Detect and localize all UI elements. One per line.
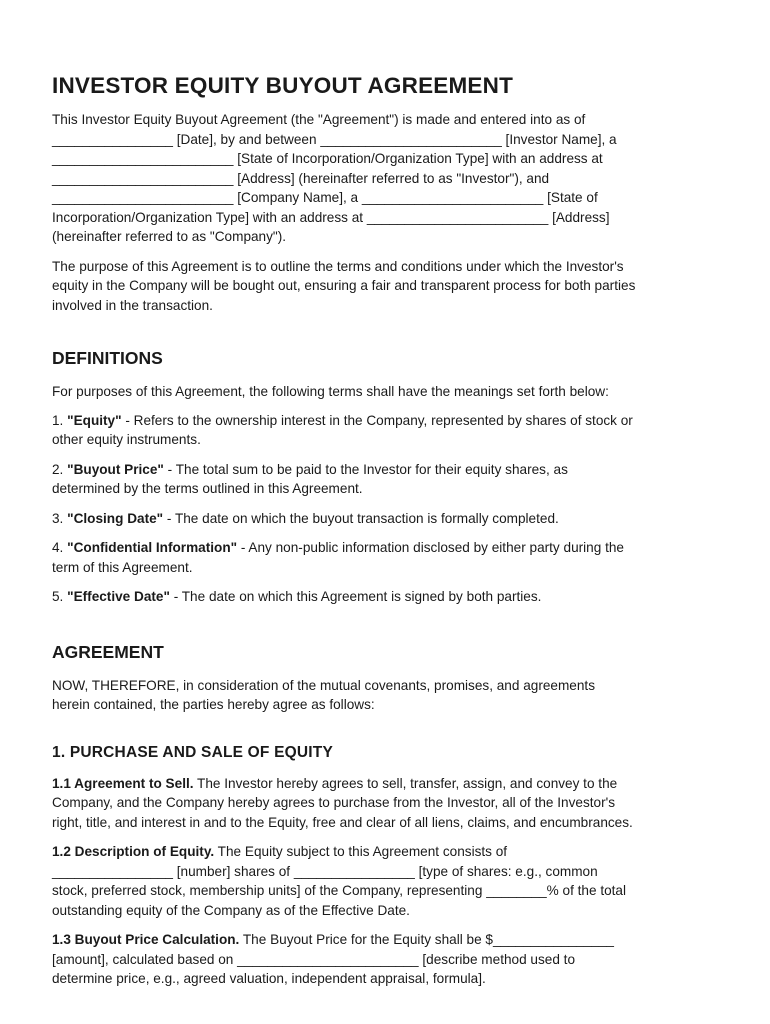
intro-paragraph: [52, 110, 718, 247]
intro-line: Incorporation/Organization Type] with an address at ________________________ [Address]: [52, 209, 610, 225]
agreement-intro-line: herein contained, the parties hereby agree as follows:: [52, 697, 375, 712]
definition-text: - The date on which the buyout transaction is formally completed.: [163, 510, 559, 526]
definition-term: "Equity": [67, 412, 122, 428]
intro-line: ________________________ [Address] (hereinafter referred to as "Investor"), and: [52, 170, 550, 186]
intro-line: ________________________ [Company Name], a ________________________ [State of: [52, 190, 598, 205]
purpose-line: The purpose of this Agreement is to outline the terms and conditions under which the Investor's: [52, 258, 624, 274]
definition-term: "Closing Date": [67, 510, 164, 526]
purpose-line: equity in the Company will be bought out, ensuring a fair and transparent process for both parties: [52, 278, 636, 293]
clause-text: The Buyout Price for the Equity shall be $________________: [239, 932, 614, 947]
clause-text: right, title, and interest in and to the Equity, free and clear of all liens, claims, and encumbrances.: [52, 814, 633, 830]
document-title: INVESTOR EQUITY BUYOUT AGREEMENT: [52, 73, 514, 98]
definition-item: [52, 460, 718, 499]
intro-line: (hereinafter referred to as "Company").: [52, 229, 287, 244]
agreement-intro-line: NOW, THEREFORE, in consideration of the mutual covenants, promises, and agreements: [52, 677, 595, 693]
intro-line: ________________________ [State of Incorporation/Organization Type] with an address at: [52, 151, 603, 166]
definition-text: - The date on which this Agreement is signed by both parties.: [169, 589, 542, 604]
purpose-paragraph: [52, 257, 718, 316]
clause-text: outstanding equity of the Company as of the Effective Date.: [52, 902, 410, 918]
definition-term: "Effective Date": [67, 589, 170, 604]
clause-1-3: [52, 930, 718, 989]
clause-label: 1.2 Description of Equity.: [52, 844, 215, 859]
clause-text: ________________ [number] shares of ________________ [type of shares: e.g., common: [52, 863, 598, 879]
clause-1-2: [52, 842, 718, 920]
intro-line: ________________ [Date], by and between ________________________ [Investor Name], a: [52, 131, 617, 147]
agreement-heading: AGREEMENT: [52, 641, 164, 662]
agreement-intro: [52, 676, 718, 715]
definition-term: "Confidential Information": [67, 540, 238, 555]
section-heading: 1. PURCHASE AND SALE OF EQUITY: [52, 743, 334, 761]
definition-number: 1.: [52, 412, 68, 428]
definition-item: [52, 587, 718, 607]
intro-line: This Investor Equity Buyout Agreement (the "Agreement") is made and entered into as of: [52, 112, 586, 127]
clause-1-1: [52, 774, 718, 833]
definition-text: - Refers to the ownership interest in the Company, represented by shares of stock or: [121, 412, 633, 428]
clause-text: The Investor hereby agrees to sell, transfer, assign, and convey to the: [193, 775, 618, 791]
purpose-line: involved in the transaction.: [52, 297, 213, 313]
definition-number: 4.: [52, 540, 68, 555]
definition-number: 5.: [52, 589, 68, 604]
definition-text: determined by the terms outlined in this Agreement.: [52, 481, 363, 496]
clause-text: [amount], calculated based on ________________________ [describe method used to: [52, 951, 576, 967]
clause-label: 1.3 Buyout Price Calculation.: [52, 932, 240, 947]
clause-text: The Equity subject to this Agreement consists of: [214, 844, 508, 859]
definition-number: 2.: [52, 461, 68, 477]
clause-label: 1.1 Agreement to Sell.: [52, 775, 194, 791]
definition-text: other equity instruments.: [52, 432, 201, 447]
definition-item: [52, 538, 718, 577]
clause-text: stock, preferred stock, membership units] of the Company, representing ________% of the total: [52, 883, 627, 898]
definition-item: [52, 411, 718, 450]
definition-item: [52, 509, 718, 529]
definition-term: "Buyout Price": [67, 461, 164, 477]
clause-text: Company, and the Company hereby agrees to purchase from the Investor, all of the Investor's: [52, 795, 616, 810]
definition-text: - The total sum to be paid to the Investor for their equity shares, as: [163, 461, 568, 477]
definitions-intro: For purposes of this Agreement, the following terms shall have the meanings set forth below:: [52, 384, 609, 399]
definition-number: 3.: [52, 510, 68, 526]
clause-text: determine price, e.g., agreed valuation, independent appraisal, formula].: [52, 971, 486, 986]
definition-text: - Any non-public information disclosed by either party during the: [237, 540, 624, 555]
definitions-heading: DEFINITIONS: [52, 348, 163, 368]
definition-text: term of this Agreement.: [52, 559, 193, 575]
